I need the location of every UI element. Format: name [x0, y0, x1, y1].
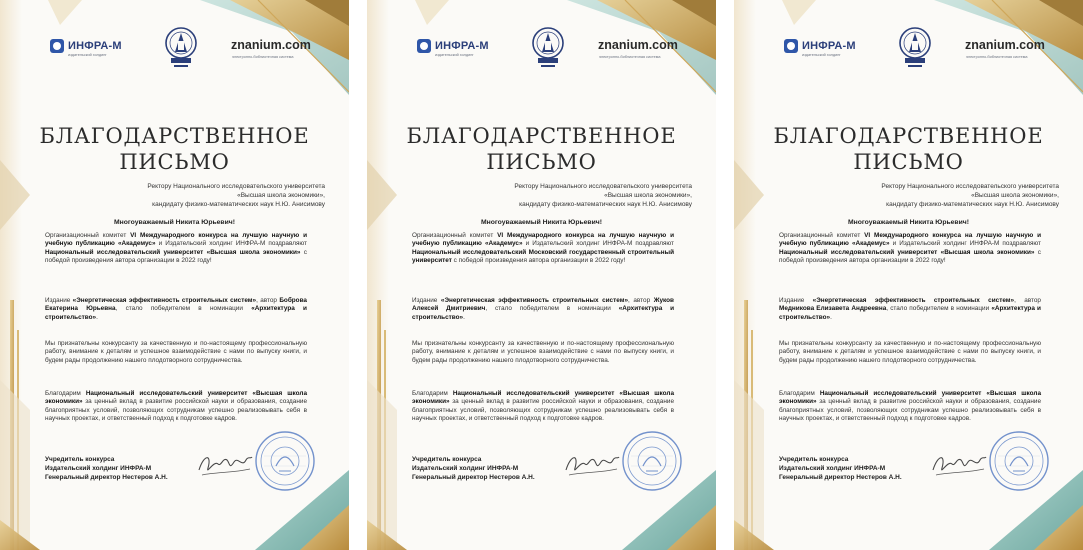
paragraph-publication: Издание «Энергетическая эффективность строительных систем», автор Боброва Екатерина Юрьевна, стало победителем в номинации «Архитектура и строительство». — [45, 297, 307, 321]
academus-crest-icon — [897, 26, 933, 72]
znanium-subtitle: электронно-библиотечная система — [966, 55, 1028, 59]
handwritten-signature — [196, 448, 254, 480]
publisher-subtitle: издательский холдинг — [68, 53, 107, 57]
infra-m-mark-icon — [50, 39, 64, 53]
infra-m-logo — [50, 39, 122, 57]
signatory-line: Издательский холдинг ИНФРА-М — [45, 465, 152, 472]
handwritten-signature — [930, 448, 988, 480]
signatory-line: Генеральный директор Нестеров А.Н. — [412, 474, 535, 481]
title-line: БЛАГОДАРСТВЕННОЕ — [773, 124, 1044, 148]
letter-title — [734, 123, 1083, 175]
paragraph-thanks: Благодарим Национальный исследовательский университет «Высшая школа экономики» за ценный вклад в развитие российской науки и образования, создание благоприятных условий, позволяющих сотрудникам успешно реализовывать себя в научных проектах, и ответственный подход к подготовке кадров. — [412, 390, 674, 422]
title-line: ПИСЬМО — [853, 150, 964, 174]
addressee-line: Ректору Национального исследовательского университета — [147, 183, 325, 190]
addressee — [100, 182, 325, 209]
paragraph-thanks: Благодарим Национальный исследовательский университет «Высшая школа экономики» за ценный вклад в развитие российской науки и образования, создание благоприятных условий, позволяющих сотрудникам успешно реализовывать себя в научных проектах, и ответственный подход к подготовке кадров. — [45, 390, 307, 422]
paragraph-congratulations: Организационный комитет VI Международного конкурса на лучшую научную и учебную публикацию «Академус» и Издательский холдинг ИНФРА-М поздравляют Национальный исследовательский университет «Высшая школа экономики» с победой произведения автора организации в 2022 году! — [779, 232, 1042, 264]
publisher-name: ИНФРА-М — [435, 40, 489, 52]
addressee-line: Ректору Национального исследовательского университета — [881, 183, 1059, 190]
infra-m-logo — [417, 39, 489, 57]
paragraph-thanks: Благодарим Национальный исследовательский университет «Высшая школа экономики» за ценный вклад в развитие российской науки и образования, создание благоприятных условий, позволяющих сотрудникам успешно реализовывать себя в научных проектах, и ответственный подход к подготовке кадров. — [779, 390, 1041, 422]
official-stamp — [988, 430, 1050, 492]
paragraph-gratitude: Мы признательны конкурсанту за качественную и по-настоящему профессиональную работу, внимание к деталям и успешное взаимодействие с нами по выпуску книги, и будем рады продолжению нашего плодотворного сотрудничества. — [412, 340, 674, 364]
official-stamp — [254, 430, 316, 492]
infra-m-mark-icon — [784, 39, 798, 53]
addressee-line: кандидату физико-математических наук Н.Ю. Анисимову — [152, 201, 325, 208]
infra-m-logo — [784, 39, 856, 57]
publisher-name: ИНФРА-М — [68, 40, 122, 52]
signatory-line: Генеральный директор Нестеров А.Н. — [45, 474, 168, 481]
greeting: Многоуважаемый Никита Юрьевич! — [848, 219, 969, 226]
addressee-line: кандидату физико-математических наук Н.Ю. Анисимову — [886, 201, 1059, 208]
signatory-line: Учредитель конкурса — [412, 456, 482, 463]
academus-crest-icon — [163, 26, 199, 72]
znanium-logo: znanium.com — [598, 38, 678, 52]
gratitude-letter — [734, 0, 1083, 550]
signatory-line: Учредитель конкурса — [779, 456, 849, 463]
paragraph-gratitude: Мы признательны конкурсанту за качественную и по-настоящему профессиональную работу, внимание к деталям и успешное взаимодействие с нами по выпуску книги, и будем рады продолжению нашего плодотворного сотрудничества. — [45, 340, 307, 364]
paragraph-publication: Издание «Энергетическая эффективность строительных систем», автор Медникова Елизавета Андреевна, стало победителем в номинации «Архитектура и строительство». — [779, 297, 1041, 321]
addressee-line: «Высшая школа экономики», — [971, 192, 1059, 199]
greeting: Многоуважаемый Никита Юрьевич! — [481, 219, 602, 226]
addressee-line: «Высшая школа экономики», — [604, 192, 692, 199]
signatory-line: Учредитель конкурса — [45, 456, 115, 463]
publisher-name: ИНФРА-М — [802, 40, 856, 52]
znanium-subtitle: электронно-библиотечная система — [232, 55, 294, 59]
signatory — [779, 455, 902, 482]
znanium-subtitle: электронно-библиотечная система — [599, 55, 661, 59]
publisher-subtitle: издательский холдинг — [435, 53, 474, 57]
paragraph-congratulations: Организационный комитет VI Международного конкурса на лучшую научную и учебную публикацию «Академус» и Издательский холдинг ИНФРА-М поздравляют Национальный исследовательский Московский государственный строительный университет с победой произведения автора организации в 2022 году! — [412, 232, 675, 264]
gratitude-letter — [367, 0, 716, 550]
academus-crest-icon — [530, 26, 566, 72]
title-line: БЛАГОДАРСТВЕННОЕ — [39, 124, 310, 148]
signatory-line: Генеральный директор Нестеров А.Н. — [779, 474, 902, 481]
official-stamp — [621, 430, 683, 492]
handwritten-signature — [563, 448, 621, 480]
signatory — [412, 455, 535, 482]
greeting: Многоуважаемый Никита Юрьевич! — [114, 219, 235, 226]
title-line: ПИСЬМО — [119, 150, 230, 174]
title-line: ПИСЬМО — [486, 150, 597, 174]
publisher-subtitle: издательский холдинг — [802, 53, 841, 57]
gratitude-letter — [0, 0, 349, 550]
addressee — [834, 182, 1059, 209]
title-line: БЛАГОДАРСТВЕННОЕ — [406, 124, 677, 148]
addressee — [467, 182, 692, 209]
znanium-logo: znanium.com — [965, 38, 1045, 52]
addressee-line: «Высшая школа экономики», — [237, 192, 325, 199]
infra-m-mark-icon — [417, 39, 431, 53]
signatory — [45, 455, 168, 482]
letter-title — [0, 123, 349, 175]
signatory-line: Издательский холдинг ИНФРА-М — [779, 465, 886, 472]
paragraph-gratitude: Мы признательны конкурсанту за качественную и по-настоящему профессиональную работу, внимание к деталям и успешное взаимодействие с нами по выпуску книги, и будем рады продолжению нашего плодотворного сотрудничества. — [779, 340, 1041, 364]
letter-title — [367, 123, 716, 175]
addressee-line: Ректору Национального исследовательского университета — [514, 183, 692, 190]
signatory-line: Издательский холдинг ИНФРА-М — [412, 465, 519, 472]
paragraph-congratulations: Организационный комитет VI Международного конкурса на лучшую научную и учебную публикацию «Академус» и Издательский холдинг ИНФРА-М поздравляют Национальный исследовательский университет «Высшая школа экономики» с победой произведения автора организации в 2022 году! — [45, 232, 308, 264]
znanium-logo: znanium.com — [231, 38, 311, 52]
paragraph-publication: Издание «Энергетическая эффективность строительных систем», автор Жуков Алексей Дмитриевич, стало победителем в номинации «Архитектура и строительство». — [412, 297, 674, 321]
addressee-line: кандидату физико-математических наук Н.Ю. Анисимову — [519, 201, 692, 208]
